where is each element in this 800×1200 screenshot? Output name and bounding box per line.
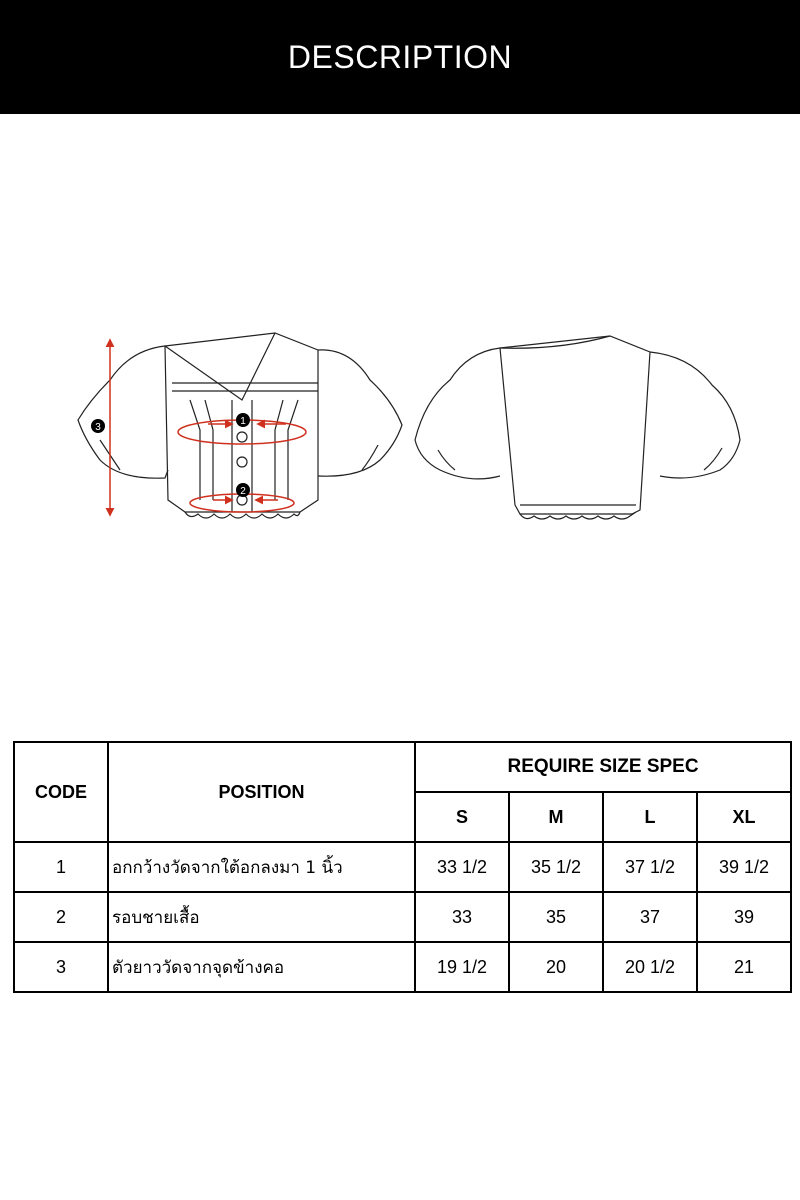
table-row xyxy=(14,842,791,892)
page-title: DESCRIPTION xyxy=(287,38,513,75)
table-row xyxy=(14,942,791,992)
position-header: POSITION xyxy=(108,742,415,842)
code-header: CODE xyxy=(14,742,108,842)
row-value: 33 1/2 xyxy=(415,842,509,892)
size-header-s: S xyxy=(415,792,509,842)
row-position: อกกว้างวัดจากใต้อกลงมา 1 นิ้ว xyxy=(108,842,415,892)
marker-3 xyxy=(91,419,105,433)
size-spec-table xyxy=(13,741,792,993)
row-value: 37 1/2 xyxy=(603,842,697,892)
marker-1 xyxy=(236,413,250,427)
row-value: 21 xyxy=(697,942,791,992)
row-code: 2 xyxy=(14,892,108,942)
header-bar xyxy=(0,0,800,114)
garment-diagram xyxy=(0,300,800,540)
row-value: 20 1/2 xyxy=(603,942,697,992)
svg-text:2: 2 xyxy=(240,486,246,497)
row-value: 37 xyxy=(603,892,697,942)
row-position: รอบชายเสื้อ xyxy=(108,892,415,942)
row-value: 39 xyxy=(697,892,791,942)
row-code: 1 xyxy=(14,842,108,892)
svg-text:1: 1 xyxy=(240,416,246,427)
spec-header: REQUIRE SIZE SPEC xyxy=(415,742,791,792)
row-value: 35 1/2 xyxy=(509,842,603,892)
back-view xyxy=(415,336,740,519)
svg-text:3: 3 xyxy=(95,422,101,433)
size-header-m: M xyxy=(509,792,603,842)
row-position: ตัวยาววัดจากจุดข้างคอ xyxy=(108,942,415,992)
size-header-l: L xyxy=(603,792,697,842)
row-value: 20 xyxy=(509,942,603,992)
size-header-xl: XL xyxy=(697,792,791,842)
row-value: 39 1/2 xyxy=(697,842,791,892)
row-value: 19 1/2 xyxy=(415,942,509,992)
row-value: 33 xyxy=(415,892,509,942)
marker-2 xyxy=(236,483,250,497)
row-value: 35 xyxy=(509,892,603,942)
row-code: 3 xyxy=(14,942,108,992)
table-row xyxy=(14,892,791,942)
